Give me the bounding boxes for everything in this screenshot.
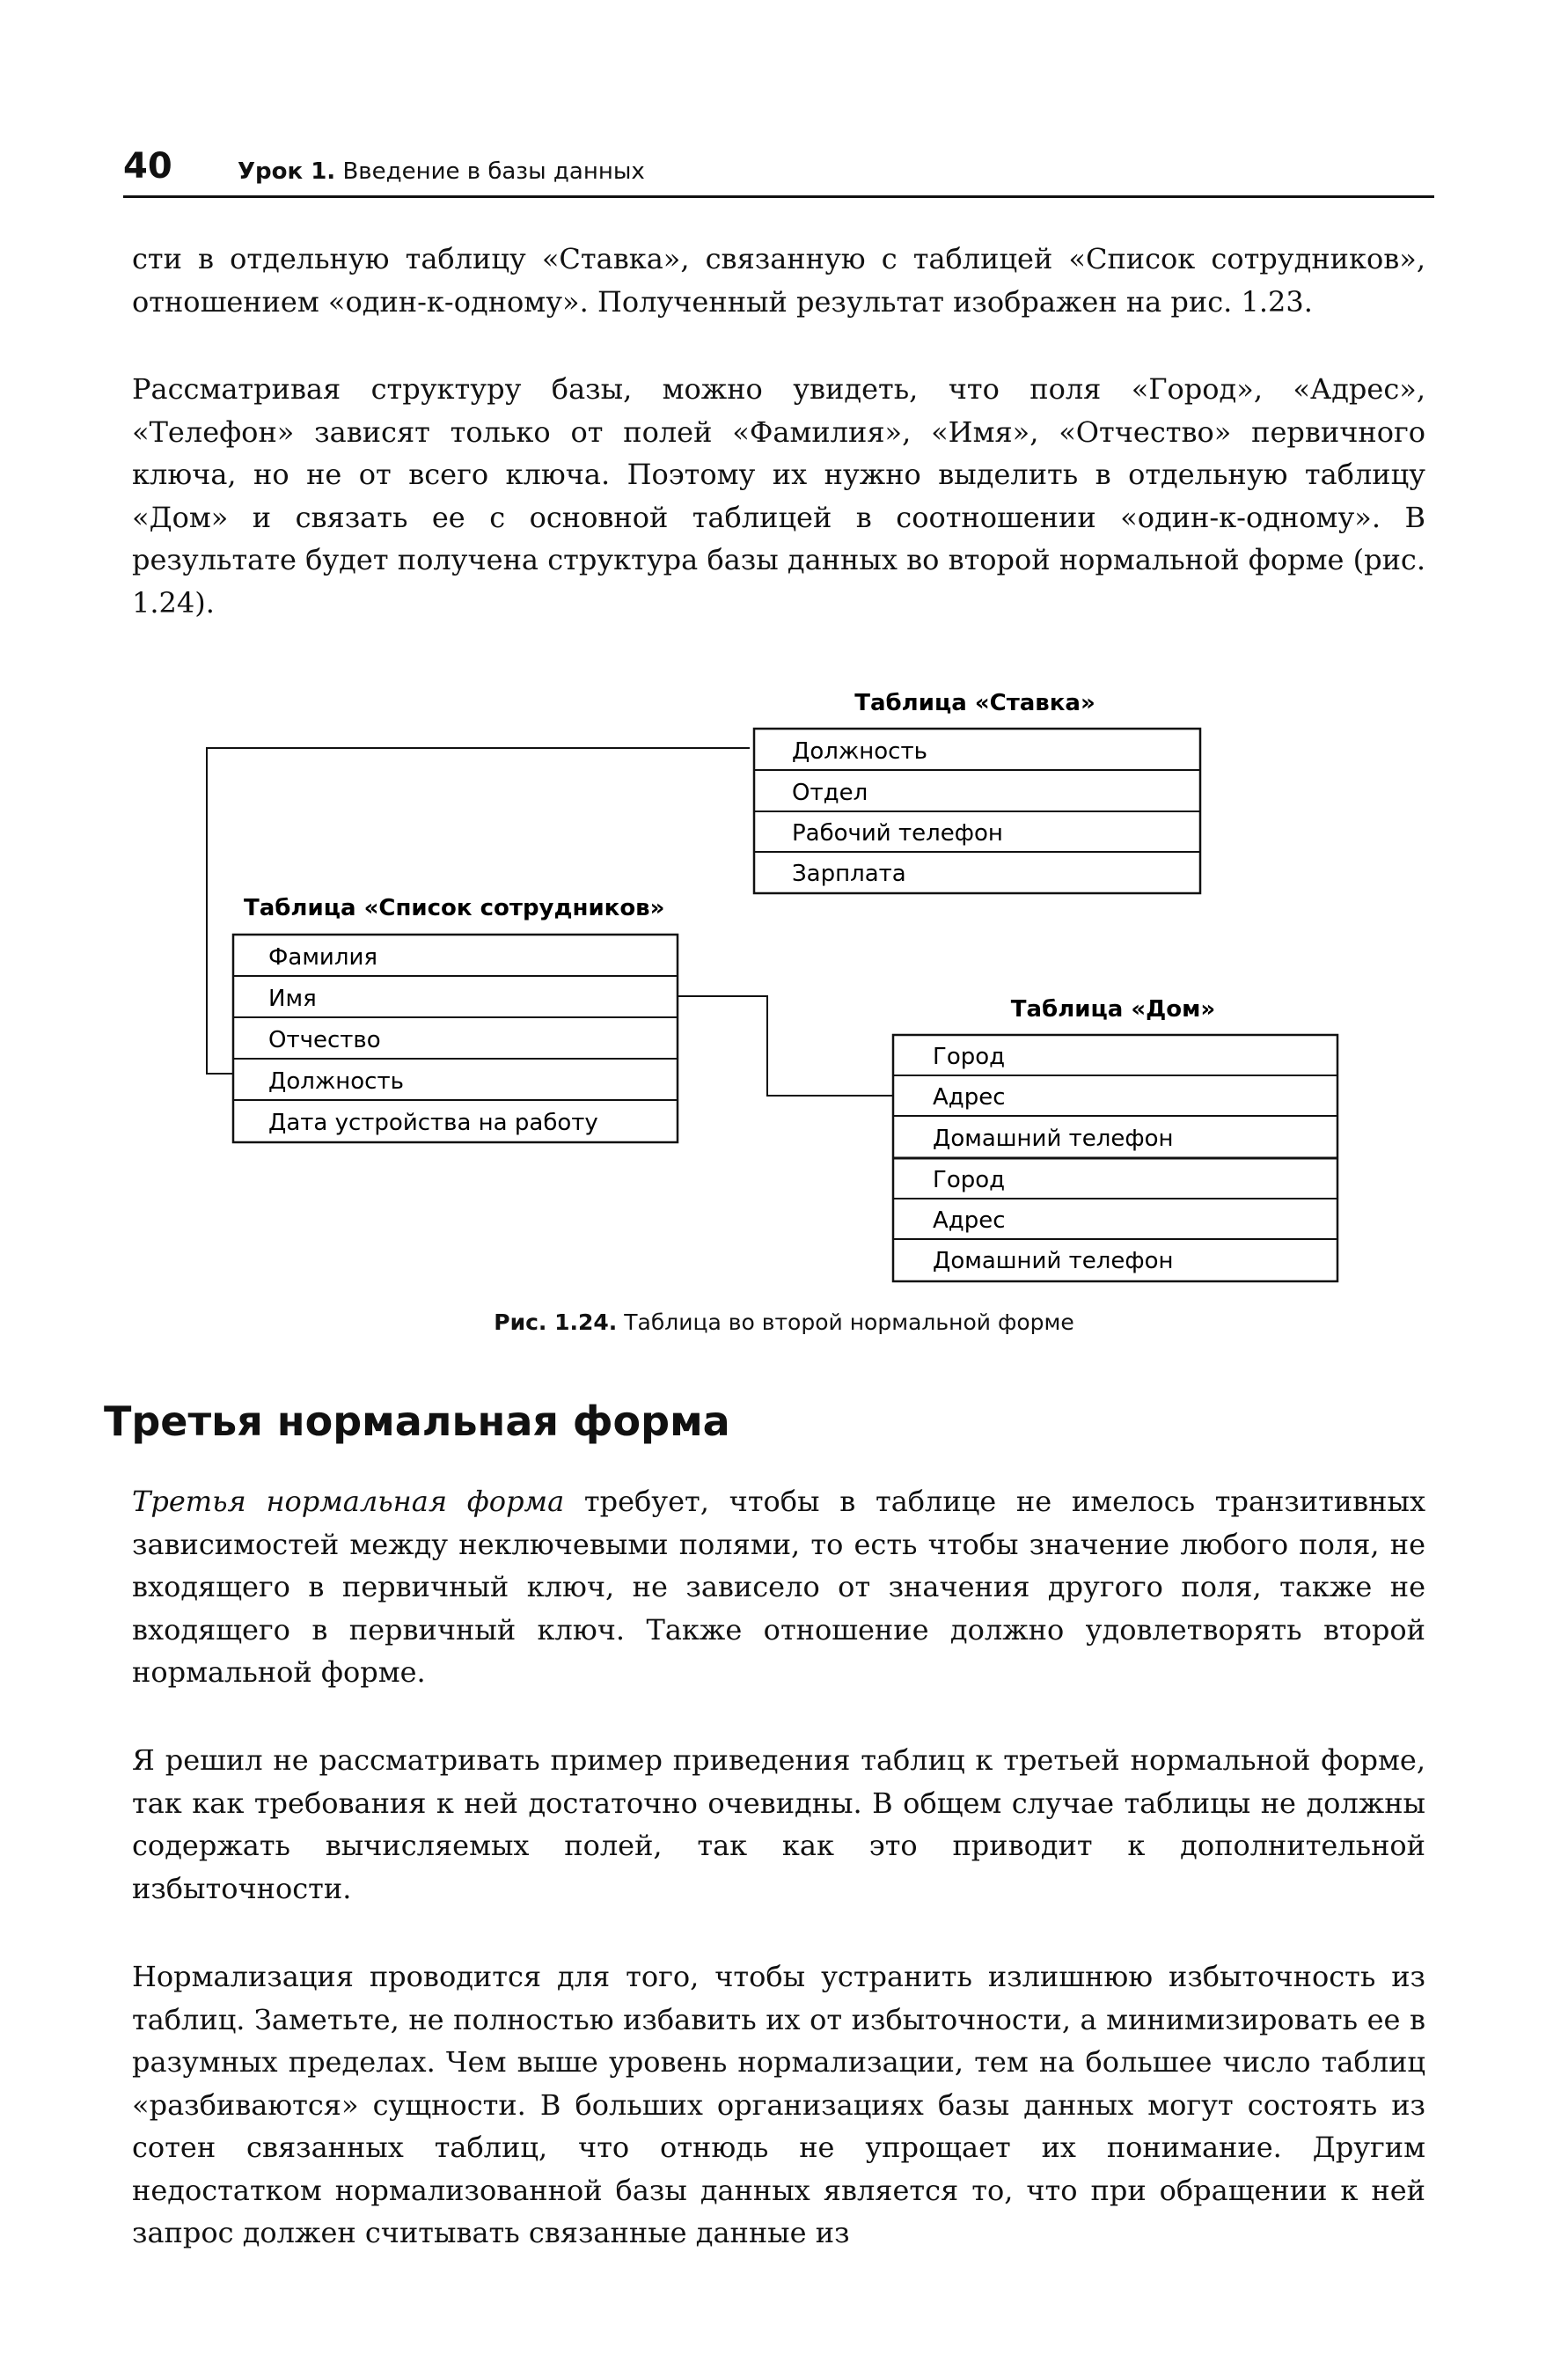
section-paragraph-3: Нормализация проводится для того, чтобы устранить излишнюю избыточность из таблиц. Заметьте, не полностью избавить их от избыточности, а минимизировать ее в разумных пределах. Чем выше уровень нормализации, тем на большее число таблиц «разбиваются» сущности. В больших организациях базы данных могут состоять из сотен связанных таблиц, что отнюдь не упрощает их понимание. Другим недостатком нормализованной базы данных является то, что при обращении к ней запрос должен считывать связанные данные из — [132, 1960, 1425, 2249]
paragraph-1: сти в отдельную таблицу «Ставка», связанную с таблицей «Список сотрудников», отношением «один-к-одному». Полученный результат изображен на рис. 1.23. — [132, 242, 1425, 319]
employees-field: Фамилия — [268, 944, 377, 971]
employees-table — [233, 935, 678, 1142]
dom-field: Домашний телефон — [933, 1126, 1174, 1152]
lesson-label: Урок 1. — [238, 158, 336, 185]
definition-text: требует, чтобы в таблице не имелось транзитивных зависимостей между неключевыми полями, то есть чтобы значение любого поля, не входящего в первичный ключ, не зависело от значения другого поля, также не входящего в первичный ключ. Также отношение должно удовлетворять второй нормальной форме. — [132, 1485, 1426, 1689]
section-paragraph-2: Я решил не рассматривать пример приведения таблиц к третьей нормальной форме, так как требования к ней достаточно очевидны. В общем случае таблицы не должны содержать вычисляемых полей, так как это приводит к дополнительной избыточности. — [132, 1743, 1425, 1905]
paragraph-2: Рассматривая структуру базы, можно увидеть, что поля «Город», «Адрес», «Телефон» зависят только от полей «Фамилия», «Имя», «Отчество» первичного ключа, но не от всего ключа. Поэтому их нужно выделить в отдельную таблицу «Дом» и связать ее с основной таблицей в соотношении «один-к-одному». В результате будет получена структура базы данных во второй нормальной форме (рис. 1.24). — [132, 372, 1425, 620]
dom-field: Город — [933, 1044, 1006, 1070]
page-number: 40 — [123, 146, 172, 187]
stavka-table — [754, 729, 1200, 893]
stavka-title: Таблица «Ставка» — [854, 690, 1095, 716]
employees-title: Таблица «Список сотрудников» — [244, 895, 665, 921]
chapter-title: Введение в базы данных — [342, 158, 645, 185]
caption-label: Рис. 1.24. — [494, 1309, 618, 1335]
connector-employees-dom — [678, 996, 893, 1096]
dom-field: Город — [933, 1167, 1006, 1193]
dom-field: Домашний телефон — [933, 1248, 1174, 1274]
dom-table — [893, 1035, 1337, 1281]
section-paragraph-1 — [132, 1480, 1425, 1694]
dom-title: Таблица «Дом» — [1010, 996, 1216, 1023]
caption-text: Таблица во второй нормальной форме — [624, 1309, 1074, 1335]
stavka-field: Рабочий телефон — [792, 820, 1003, 847]
stavka-field: Зарплата — [792, 861, 906, 887]
employees-field: Отчество — [268, 1027, 381, 1053]
stavka-field: Должность — [792, 738, 927, 765]
figure-caption — [0, 1309, 1568, 1335]
dom-field: Адрес — [933, 1207, 1006, 1234]
employees-field: Дата устройства на работу — [268, 1110, 598, 1136]
employees-field: Должность — [268, 1068, 404, 1095]
dom-field: Адрес — [933, 1084, 1006, 1111]
employees-field: Имя — [268, 986, 317, 1012]
defined-term: Третья нормальная форма — [132, 1485, 565, 1518]
section-title: Третья нормальная форма — [104, 1397, 730, 1445]
stavka-field: Отдел — [792, 780, 868, 806]
